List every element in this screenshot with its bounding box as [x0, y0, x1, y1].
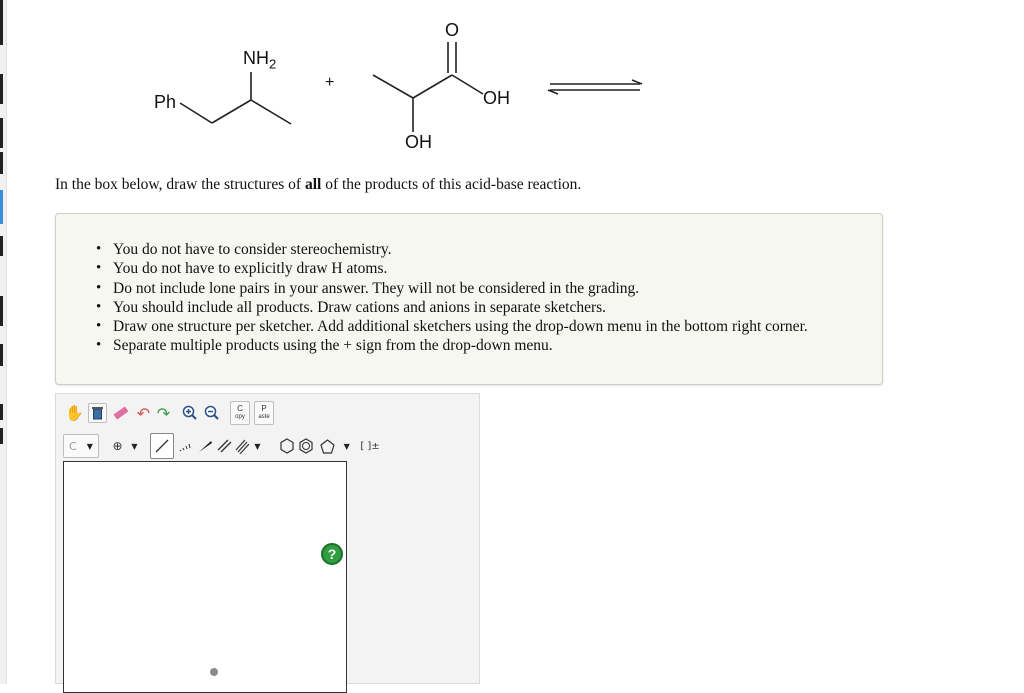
zoom-in-icon[interactable]: [180, 403, 199, 423]
atom-label: C: [69, 439, 77, 453]
help-button[interactable]: ?: [321, 543, 343, 565]
carbonyl-oxygen-label: O: [445, 20, 460, 40]
reaction-scheme: [140, 10, 680, 170]
bond: [373, 75, 413, 98]
gutter-mark-active: [0, 190, 3, 224]
copy-button[interactable]: [230, 401, 250, 425]
paste-label: P: [261, 404, 267, 413]
chevron-down-icon: ▼: [86, 441, 93, 451]
gutter-mark: [0, 404, 3, 420]
paste-button[interactable]: [254, 401, 274, 425]
chevron-down-icon: ▼: [254, 441, 261, 451]
left-gutter: [0, 0, 7, 684]
eraser-icon[interactable]: [111, 403, 130, 423]
copy-label: opy: [235, 414, 245, 420]
instruction-item: • Separate multiple products using the + sign from the drop-down menu.: [113, 336, 882, 355]
instruction-item: • You do not have to consider stereochemistry.: [113, 240, 882, 259]
instruction-item: • You should include all products. Draw cations and anions in separate sketchers.: [113, 298, 882, 317]
bracket-tool[interactable]: [ ]±: [360, 440, 380, 452]
copy-label: C: [237, 404, 243, 413]
instructions-box: [55, 213, 883, 385]
drawing-canvas[interactable]: [63, 461, 347, 693]
double-bond-tool[interactable]: [214, 434, 234, 458]
bond: [413, 75, 452, 98]
gutter-mark: [0, 152, 3, 174]
undo-icon[interactable]: ↶: [136, 403, 151, 423]
gutter-mark: [0, 0, 3, 45]
instruction-item: • Draw one structure per sketcher. Add additional sketchers using the drop-down menu in the bottom right corner.: [113, 317, 882, 336]
bond: [180, 103, 212, 123]
bond: [251, 100, 291, 124]
amine-label: $NH_2$: [243, 48, 277, 72]
instruction-item: • You do not have to explicitly draw H atoms.: [113, 259, 882, 278]
chevron-down-icon: ▼: [131, 441, 138, 451]
gutter-mark: [0, 344, 3, 366]
gutter-mark: [0, 428, 3, 444]
hand-icon[interactable]: ✋: [65, 404, 84, 422]
charge-dropdown[interactable]: [108, 434, 142, 458]
cyclohexane-icon[interactable]: [278, 434, 296, 458]
plus-sign: +: [325, 74, 335, 91]
gutter-mark: [0, 296, 3, 326]
gutter-mark: [0, 118, 3, 148]
zoom-out-icon[interactable]: [202, 403, 221, 423]
redo-icon[interactable]: ↷: [156, 403, 171, 423]
instruction-item: • Do not include lone pairs in your answer. They will not be considered in the grading.: [113, 279, 882, 298]
cyclopentane-dropdown[interactable]: [316, 434, 354, 458]
single-bond-tool[interactable]: [150, 433, 174, 459]
benzene-icon[interactable]: [297, 434, 315, 458]
question-prompt: In the box below, draw the structures of all of the products of this acid-base reaction.: [55, 176, 582, 193]
paste-label: aste: [258, 414, 270, 420]
molecule-sketcher: [55, 393, 480, 684]
gutter-mark: [0, 236, 3, 256]
gutter-mark: [0, 74, 3, 104]
canvas-center-dot: [210, 668, 218, 676]
wedge-bond-tool[interactable]: [195, 434, 215, 458]
alcohol-oh-label: OH: [405, 132, 432, 152]
triple-bond-dropdown[interactable]: [233, 434, 263, 458]
phenyl-label: Ph: [154, 92, 177, 112]
instructions-list: [56, 214, 882, 356]
bond: [452, 75, 483, 94]
atom-select-dropdown[interactable]: [63, 434, 99, 458]
charge-icon: ⊕: [112, 439, 123, 453]
acid-oh-label: OH: [483, 88, 510, 108]
eraser-can-icon[interactable]: [88, 403, 107, 423]
chevron-down-icon: ▼: [343, 441, 350, 451]
hashed-bond-tool[interactable]: [175, 434, 195, 458]
bond: [212, 100, 251, 123]
